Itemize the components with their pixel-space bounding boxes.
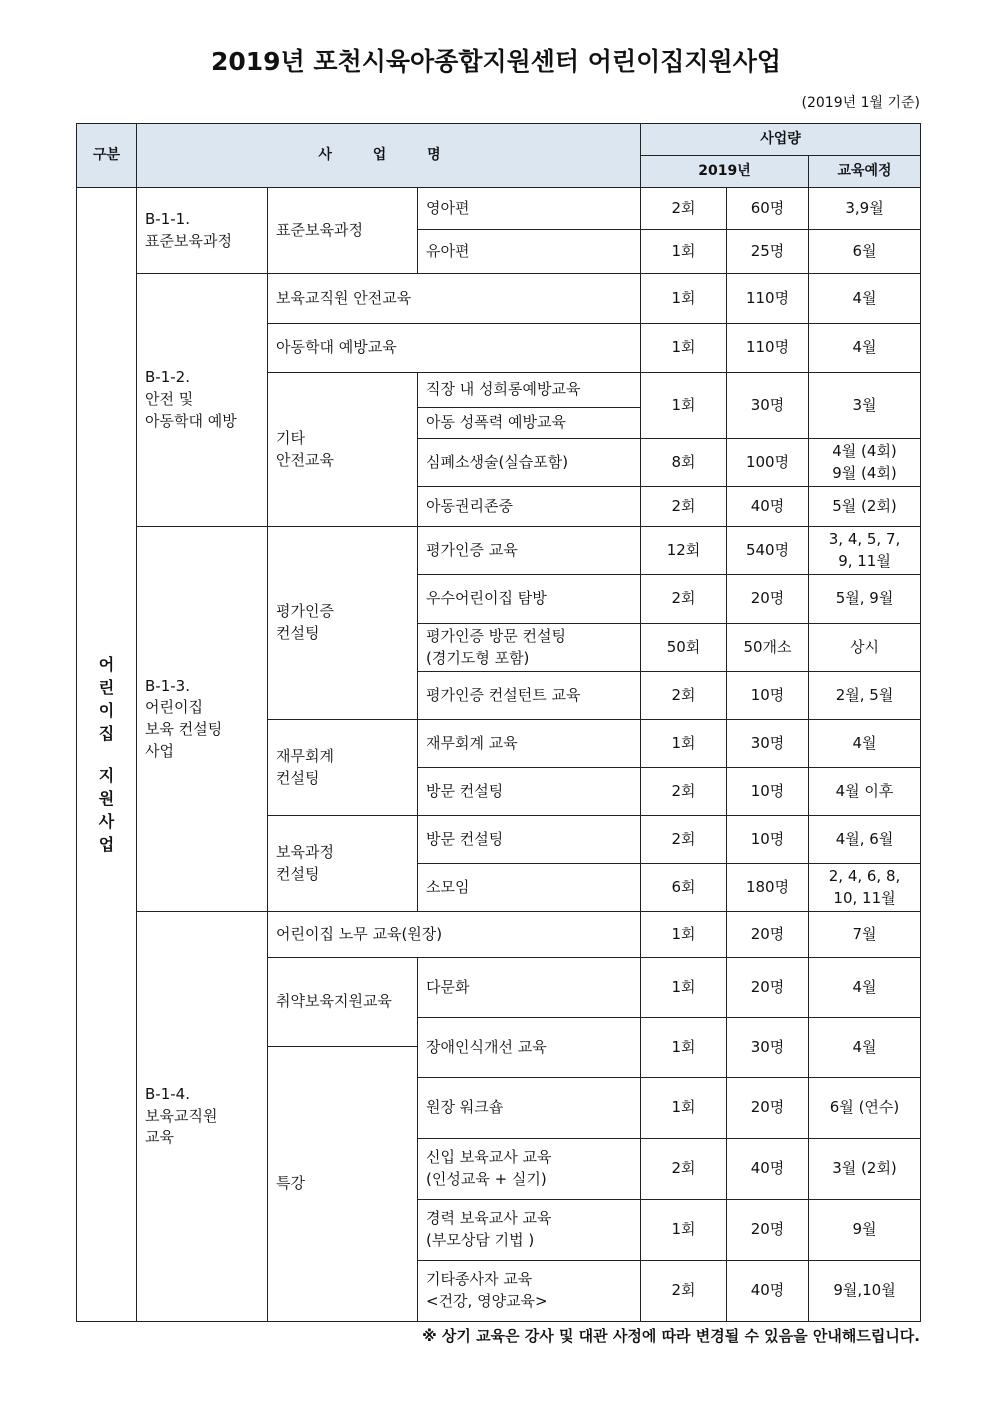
group-b-1-4: [137, 912, 268, 1322]
table-row: [77, 188, 921, 230]
header-schedule: 교육예정: [809, 156, 921, 188]
item-name-line: <건강, 영양교육>: [426, 1292, 548, 1310]
item-count: 2회: [641, 487, 727, 527]
item-people: 20명: [727, 1200, 809, 1261]
item-name: 방문 컨설팅: [418, 816, 641, 864]
header-project-name: 사 업 명: [137, 124, 641, 188]
item-people: 10명: [727, 672, 809, 720]
item-name: 평가인증 교육: [418, 527, 641, 575]
item-schedule: 6월: [809, 230, 921, 274]
item-count: 1회: [641, 1200, 727, 1261]
section-label: [77, 188, 137, 1322]
item-schedule: 4월: [809, 1018, 921, 1078]
item-count: 1회: [641, 720, 727, 768]
item-name: [418, 1200, 641, 1261]
item-count: 2회: [641, 575, 727, 624]
item-count: 1회: [641, 373, 727, 439]
item-count: 1회: [641, 274, 727, 324]
section-char: 지: [98, 765, 115, 785]
item-count: 1회: [641, 1018, 727, 1078]
item-people: 10명: [727, 816, 809, 864]
item-count: 50회: [641, 624, 727, 672]
item-name-line: 신입 보육교사 교육: [426, 1148, 552, 1167]
item-schedule: 4월 이후: [809, 768, 921, 816]
item-people: 40명: [727, 1139, 809, 1200]
item-schedule: [809, 864, 921, 912]
table-row: [77, 912, 921, 958]
group-title: 보육 컨설팅: [145, 720, 223, 738]
item-schedule: 9월: [809, 1200, 921, 1261]
item-schedule: 7월: [809, 912, 921, 958]
subgroup-finance: [268, 720, 418, 816]
item-name: 방문 컨설팅: [418, 768, 641, 816]
item-schedule: 4월: [809, 274, 921, 324]
project-table: [76, 123, 921, 1322]
item-schedule: 4월: [809, 720, 921, 768]
item-schedule: 4월: [809, 324, 921, 373]
schedule-line: 9, 11월: [838, 551, 891, 570]
group-title: 사업: [145, 741, 174, 760]
subgroup-special: 특강: [268, 1047, 418, 1322]
page-title: 2019년 포천시육아종합지원센터 어린이집지원사업: [211, 47, 781, 76]
item-count: 1회: [641, 958, 727, 1018]
item-name: [418, 1139, 641, 1200]
subgroup-other-safety: [268, 373, 418, 527]
item-count: 2회: [641, 188, 727, 230]
item-people: 30명: [727, 720, 809, 768]
item-people: 10명: [727, 768, 809, 816]
subgroup-label: 컨설팅: [276, 768, 320, 787]
item-schedule: 6월 (연수): [809, 1078, 921, 1139]
item-people: 20명: [727, 958, 809, 1018]
subgroup-label: 보육과정: [276, 842, 334, 861]
item-name: 아동 성폭력 예방교육: [418, 408, 641, 439]
subgroup-label: 안전교육: [276, 450, 334, 469]
header-year: 2019년: [641, 156, 809, 188]
schedule-line: 4월 (4회): [832, 441, 897, 460]
item-people: 40명: [727, 487, 809, 527]
section-char: 어: [98, 654, 115, 674]
section-char: 집: [98, 724, 115, 744]
item-name: 심폐소생술(실습포함): [418, 439, 641, 487]
section-char: 이: [98, 701, 115, 721]
group-code: B-1-1.: [145, 209, 190, 228]
table-row: [77, 527, 921, 575]
item-name-line: 경력 보육교사 교육: [426, 1209, 552, 1228]
header-division: 구분: [77, 124, 137, 188]
item-name-line: (경기도형 포함): [426, 648, 530, 667]
subgroup-eval: [268, 527, 418, 720]
item-name: 직장 내 성희롱예방교육: [418, 373, 641, 408]
item-people: 25명: [727, 230, 809, 274]
group-code: B-1-2.: [145, 368, 190, 387]
item-schedule: 3월 (2회): [809, 1139, 921, 1200]
subgroup-labor: 어린이집 노무 교육(원장): [268, 912, 641, 958]
item-schedule: 9월,10월: [809, 1261, 921, 1322]
schedule-line: 9월 (4회): [832, 463, 897, 482]
group-title: 교육: [145, 1128, 174, 1147]
item-count: 2회: [641, 1139, 727, 1200]
item-people: 100명: [727, 439, 809, 487]
item-name-line: 평가인증 방문 컨설팅: [426, 626, 566, 645]
item-schedule: [809, 439, 921, 487]
group-title: 표준보육과정: [145, 231, 232, 250]
item-count: 2회: [641, 1261, 727, 1322]
item-name: 영아편: [418, 188, 641, 230]
group-code: B-1-4.: [145, 1084, 190, 1103]
subgroup-label: 컨설팅: [276, 864, 320, 883]
item-name-line: 기타종사자 교육: [426, 1270, 533, 1289]
item-name: 다문화: [418, 958, 641, 1018]
item-count: 12회: [641, 527, 727, 575]
section-char: [85, 746, 128, 764]
header-row: [77, 124, 921, 156]
item-name: [418, 624, 641, 672]
item-name: 유아편: [418, 230, 641, 274]
item-people: 30명: [727, 373, 809, 439]
group-code: B-1-3.: [145, 676, 190, 695]
group-b-1-3: [137, 527, 268, 912]
item-name: 장애인식개선 교육: [418, 1018, 641, 1078]
schedule-line: 2, 4, 6, 8,: [828, 866, 901, 885]
footnote: ※ 상기 교육은 강사 및 대관 사정에 따라 변경될 수 있음을 안내해드립니다.: [422, 1327, 920, 1345]
section-char: 린: [98, 677, 115, 697]
reference-date: (2019년 1월 기준): [801, 95, 920, 111]
item-schedule: 5월, 9월: [809, 575, 921, 624]
group-title: 아동학대 예방: [145, 411, 237, 430]
item-name: 평가인증 컨설턴트 교육: [418, 672, 641, 720]
schedule-line: 3, 4, 5, 7,: [828, 529, 901, 548]
item-count: 1회: [641, 230, 727, 274]
item-people: 60명: [727, 188, 809, 230]
item-people: 20명: [727, 1078, 809, 1139]
table-row: [77, 274, 921, 324]
subgroup-vulnerable: 취약보육지원교육: [268, 958, 418, 1047]
item-schedule: 상시: [809, 624, 921, 672]
subgroup-safety-staff: 보육교직원 안전교육: [268, 274, 641, 324]
section-char: 업: [98, 835, 115, 855]
item-name: 우수어린이집 탐방: [418, 575, 641, 624]
item-people: 20명: [727, 575, 809, 624]
subgroup-label: 기타: [276, 428, 305, 447]
item-schedule: [809, 527, 921, 575]
subgroup-abuse-prevention: 아동학대 예방교육: [268, 324, 641, 373]
item-schedule: 5월 (2회): [809, 487, 921, 527]
item-count: 1회: [641, 324, 727, 373]
group-title: 어린이집: [145, 698, 203, 717]
header-volume: 사업량: [641, 124, 921, 156]
item-people: 20명: [727, 912, 809, 958]
item-count: 6회: [641, 864, 727, 912]
section-char: 사: [98, 811, 115, 831]
section-char: 원: [98, 788, 115, 808]
item-name: 아동권리존중: [418, 487, 641, 527]
subgroup-standard: 표준보육과정: [268, 188, 418, 274]
item-name-line: (부모상담 기법 ): [426, 1231, 535, 1249]
item-count: 2회: [641, 768, 727, 816]
group-b-1-2: [137, 274, 268, 527]
group-title: 안전 및: [145, 390, 194, 409]
item-name: [418, 1261, 641, 1322]
item-name: 원장 워크숍: [418, 1078, 641, 1139]
item-people: 540명: [727, 527, 809, 575]
item-name: 재무회계 교육: [418, 720, 641, 768]
item-people: 180명: [727, 864, 809, 912]
group-title: 보육교직원: [145, 1106, 218, 1125]
item-people: 50개소: [727, 624, 809, 672]
group-b-1-1: [137, 188, 268, 274]
schedule-line: 10, 11월: [833, 888, 896, 907]
item-name-line: (인성교육 + 실기): [426, 1170, 547, 1188]
subgroup-label: 재무회계: [276, 746, 334, 765]
item-schedule: 3,9월: [809, 188, 921, 230]
item-schedule: 4월, 6월: [809, 816, 921, 864]
item-name: 소모임: [418, 864, 641, 912]
item-people: 30명: [727, 1018, 809, 1078]
subgroup-label: 컨설팅: [276, 624, 320, 642]
item-people: 110명: [727, 274, 809, 324]
item-schedule: 2월, 5월: [809, 672, 921, 720]
item-count: 2회: [641, 816, 727, 864]
item-schedule: 4월: [809, 958, 921, 1018]
item-count: 1회: [641, 1078, 727, 1139]
item-people: 40명: [727, 1261, 809, 1322]
subgroup-curriculum: [268, 816, 418, 912]
item-schedule: 3월: [809, 373, 921, 439]
item-count: 2회: [641, 672, 727, 720]
subgroup-label: 평가인증: [276, 602, 334, 621]
item-people: 110명: [727, 324, 809, 373]
item-count: 8회: [641, 439, 727, 487]
item-count: 1회: [641, 912, 727, 958]
